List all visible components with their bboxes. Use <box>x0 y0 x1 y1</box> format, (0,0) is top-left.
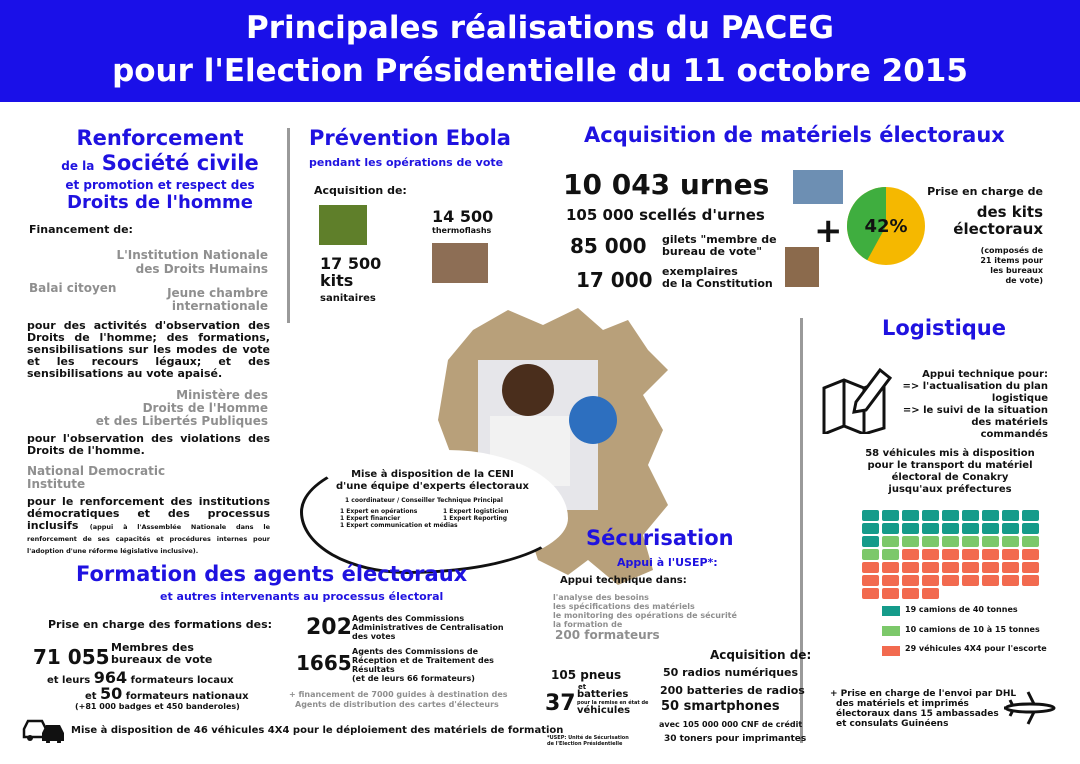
truck-icon <box>922 562 939 573</box>
truck-icon <box>982 536 999 547</box>
sec-g4: la formation de <box>553 620 623 629</box>
photo-urnes <box>793 170 843 204</box>
inst-line2: des Droits Humains <box>135 262 268 276</box>
gilets-line1: gilets "membre de <box>662 233 777 246</box>
form-leurs: et leurs <box>47 675 91 686</box>
jeune-line1: Jeune chambre <box>167 286 268 300</box>
sec-r3: 50 smartphones <box>661 699 780 714</box>
truck-icon-10t <box>882 626 900 636</box>
sec-g2: les spécifications des matériels <box>553 602 695 611</box>
securisation-sub: Appui à l'USEP*: <box>617 556 718 569</box>
sec-batt3: véhicules <box>577 705 631 716</box>
log-a4: => le suivi de la situation <box>902 405 1048 416</box>
min-line3: et des Libertés Publiques <box>95 414 268 428</box>
materiel-n-gilets: 85 000 <box>570 234 647 258</box>
kits-4: (composés de <box>980 246 1043 255</box>
pie-percent: 42% <box>864 216 908 237</box>
truck-icon <box>862 536 879 547</box>
securisation-title: Sécurisation <box>586 526 734 550</box>
formation-sub: et autres intervenants au processus électoral <box>160 590 444 603</box>
truck-icon <box>1002 536 1019 547</box>
materiel-gilets <box>662 234 777 258</box>
truck-icon <box>1002 562 1019 573</box>
form-m1: Membres des <box>111 641 194 654</box>
form-n1: 71 055 <box>33 645 110 669</box>
experts-l2: 1 Expert en opérations <box>340 508 418 515</box>
inst-line1: L'Institution Nationale <box>116 248 268 262</box>
securisation-at: Appui technique dans: <box>560 575 687 586</box>
sec-foot1: *USEP: Unité de Sécurisation <box>547 735 629 741</box>
truck-icon <box>882 575 899 586</box>
form-d4: (et de leurs 66 formateurs) <box>352 674 475 683</box>
truck-row <box>862 510 1039 521</box>
truck-icon <box>902 588 919 599</box>
truck-icon <box>922 536 939 547</box>
form-vehicules: Mise à disposition de 46 véhicules 4X4 pour le déploiement des matériels de formation <box>71 725 564 736</box>
experts-title-2: d'une équipe d'experts électoraux <box>336 481 529 492</box>
form-d2: Réception et de Traitement des <box>352 656 494 665</box>
experts-title <box>320 469 545 493</box>
truck-icon <box>902 510 919 521</box>
truck-icon <box>902 549 919 560</box>
truck-icon <box>982 549 999 560</box>
truck-icon <box>982 562 999 573</box>
truck-icon <box>1002 575 1019 586</box>
civil-title-1: Renforcement <box>76 126 244 150</box>
truck-icon <box>982 523 999 534</box>
truck-row <box>862 523 1039 534</box>
truck-row <box>862 588 939 599</box>
form-et: et <box>85 691 97 702</box>
truck-row <box>862 562 1039 573</box>
ebola-title: Prévention Ebola <box>309 126 511 150</box>
truck-icon <box>882 562 899 573</box>
materiel-urnes: 10 043 urnes <box>563 168 770 201</box>
truck-icon <box>1002 523 1019 534</box>
truck-icon <box>882 510 899 521</box>
civil-para-3b: (appui à l'Assemblée Nationale dans le renforcement de ses capacités et procédures internes pour l'adoption d'une réforme législative inclusive). <box>27 523 270 555</box>
truck-icon <box>942 549 959 560</box>
truck-icon <box>862 588 879 599</box>
form-f1: formateurs locaux <box>130 675 234 686</box>
truck-icon <box>862 523 879 534</box>
formation-title: Formation des agents électoraux <box>76 562 468 586</box>
sec-37: 37 <box>545 691 576 716</box>
page-title-line1: Principales réalisations du PACEG <box>246 10 834 46</box>
cars-icon <box>22 715 68 743</box>
truck-icon <box>882 549 899 560</box>
sec-r2: 200 batteries de radios <box>660 684 805 697</box>
civil-title-3: et promotion et respect des <box>65 178 255 192</box>
separator-2 <box>800 318 803 743</box>
truck-icon <box>962 536 979 547</box>
form-c3: des votes <box>352 632 396 641</box>
sec-r4: avec 105 000 000 CNF de crédit <box>659 720 803 729</box>
truck-icon <box>1022 523 1039 534</box>
ministere <box>60 389 268 428</box>
min-line2: Droits de l'Homme <box>142 401 268 415</box>
truck-icon <box>1022 575 1039 586</box>
legend-10t: 10 camions de 10 à 15 tonnes <box>905 625 1040 634</box>
truck-icon <box>1022 510 1039 521</box>
form-n2: 964 <box>93 668 128 687</box>
ebola-n2-kits: kits <box>320 271 354 290</box>
civil-para-3a: pour le renforcement des institutions démocratiques et des processus inclusifs <box>27 495 270 532</box>
experts-l3: 1 Expert financier <box>340 515 401 522</box>
ebola-acq: Acquisition de: <box>314 184 407 197</box>
log-a1: Appui technique pour: <box>922 369 1048 380</box>
experts-l4: 1 Expert communication et médias <box>340 522 458 529</box>
truck-icon <box>942 562 959 573</box>
sec-et: et <box>578 683 587 691</box>
truck-icon <box>922 588 939 599</box>
gilets-line2: bureau de vote" <box>662 245 763 258</box>
truck-icon <box>882 536 899 547</box>
securisation-acq: Acquisition de: <box>710 648 812 662</box>
civil-title-2 <box>20 151 300 175</box>
dhl-2: des matériels et imprimés <box>836 699 969 709</box>
log-v1: 58 véhicules mis à disposition <box>865 448 1035 459</box>
kits-1: Prise en charge de <box>927 185 1043 198</box>
civil-para-3 <box>27 496 270 556</box>
form-badges: (+81 000 badges et 450 banderoles) <box>75 702 240 711</box>
truck-icon <box>1002 510 1019 521</box>
jeune-line2: internationale <box>171 299 268 313</box>
ndi-line2: Institute <box>27 477 86 491</box>
truck-icon <box>922 510 939 521</box>
form-guides1: + financement de 7000 guides à destination des <box>289 690 508 699</box>
civil-title-2-big: Société civile <box>101 151 259 175</box>
truck-icon-40t <box>882 606 900 616</box>
truck-icon <box>962 562 979 573</box>
experts-l6: 1 Expert Reporting <box>443 515 508 522</box>
experts-left <box>340 508 458 529</box>
kits-3: électoraux <box>953 220 1043 238</box>
logistique-appui <box>860 369 1048 441</box>
dhl-4: et consulats Guinéens <box>836 719 949 729</box>
plus-sign: + <box>814 211 843 251</box>
legend-4x4: 29 véhicules 4X4 pour l'escorte <box>905 644 1047 653</box>
ebola-n2-num: 17 500 <box>320 254 382 273</box>
sec-batt <box>577 691 648 715</box>
truck-icon <box>902 562 919 573</box>
truck-icon <box>962 575 979 586</box>
form-guides <box>289 690 508 710</box>
truck-icon <box>902 536 919 547</box>
ndi-line1: National Democratic <box>27 464 166 478</box>
const-line2: de la Constitution <box>662 277 773 290</box>
kits-big <box>905 204 1043 238</box>
form-f2: formateurs nationaux <box>125 691 249 702</box>
kits-6: les bureaux <box>990 266 1043 275</box>
truck-icon <box>1002 549 1019 560</box>
truck-icon <box>922 523 939 534</box>
form-m2: bureaux de vote <box>111 653 213 666</box>
truck-icon <box>942 575 959 586</box>
materiel-title: Acquisition de matériels électoraux <box>584 123 1005 147</box>
log-a3: logistique <box>991 393 1048 404</box>
sec-r1: 50 radios numériques <box>663 666 799 679</box>
form-reception <box>352 647 494 683</box>
truck-row <box>862 536 1039 547</box>
truck-icon <box>862 562 879 573</box>
civil-para-2: pour l'observation des violations des Droits de l'homme. <box>27 432 270 457</box>
materiel-const <box>662 266 773 290</box>
form-c2: Administratives de Centralisation <box>352 623 504 632</box>
logistique-title: Logistique <box>882 316 1007 340</box>
sec-pneus: 105 pneus <box>551 668 622 682</box>
log-v3: électoral de Conakry <box>891 472 1009 483</box>
sec-batt2: pour la remise en état de <box>577 700 649 706</box>
truck-icon <box>962 549 979 560</box>
log-a6: commandés <box>980 429 1048 440</box>
form-n5: 1665 <box>296 651 352 675</box>
kits-5: 21 items pour <box>980 256 1043 265</box>
truck-icon <box>942 523 959 534</box>
logistique-vehicules <box>845 448 1055 496</box>
form-commissions <box>352 614 504 641</box>
kits-7: de vote) <box>1005 276 1043 285</box>
logistique-dhl <box>830 689 1016 729</box>
civil-para-1: pour des activités d'observation des Droits de l'homme; des formations, sensibilisations sur les modes de vote et les recours légaux; et des sensibilisations au vote apaisé. <box>27 319 270 380</box>
dhl-3: électoraux dans 15 ambassades <box>836 709 999 719</box>
truck-row <box>862 575 1039 586</box>
truck-icon-4x4 <box>882 646 900 656</box>
ebola-n1: 14 500 <box>432 207 494 226</box>
materiel-scelles: 105 000 scellés d'urnes <box>566 206 765 224</box>
truck-icon <box>882 523 899 534</box>
photo-sanitaire <box>319 205 367 245</box>
inst-nationale <box>60 248 268 276</box>
truck-icon <box>962 510 979 521</box>
civil-title-4: Droits de l'homme <box>67 192 253 213</box>
log-a2: => l'actualisation du plan <box>902 381 1048 392</box>
securisation-grey <box>553 593 737 629</box>
truck-icon <box>982 510 999 521</box>
truck-icon <box>982 575 999 586</box>
truck-icon <box>922 549 939 560</box>
truck-icon <box>942 536 959 547</box>
jeune-chambre <box>120 287 268 313</box>
truck-icon <box>862 549 879 560</box>
sec-foot2: de l'Election Présidentielle <box>547 741 623 747</box>
formation-pec: Prise en charge des formations des: <box>48 618 273 631</box>
truck-icon <box>1022 562 1039 573</box>
form-c1: Agents des Commissions <box>352 614 465 623</box>
experts-l5: 1 Expert logisticien <box>443 508 509 515</box>
materiel-n-const: 17 000 <box>576 268 653 292</box>
truck-icon <box>902 523 919 534</box>
log-a5: des matériels <box>971 417 1048 428</box>
log-v2: pour le transport du matériel <box>867 460 1033 471</box>
form-nationaux-row <box>85 684 249 703</box>
experts-l1: 1 coordinateur / Conseiller Technique Principal <box>345 497 503 504</box>
truck-icon <box>902 575 919 586</box>
form-n4: 202 <box>306 615 352 640</box>
form-guides2: Agents de distribution des cartes d'électeurs <box>295 700 499 709</box>
legend-40t: 19 camions de 40 tonnes <box>905 605 1018 614</box>
truck-icon <box>942 510 959 521</box>
ebola-subtitle: pendant les opérations de vote <box>309 156 504 169</box>
truck-icon <box>922 575 939 586</box>
truck-icon <box>862 510 879 521</box>
airplane-icon <box>1000 686 1058 730</box>
ndi <box>27 465 165 491</box>
truck-icon <box>962 523 979 534</box>
dhl-1: + Prise en charge de l'envoi par DHL <box>830 689 1017 699</box>
sec-g3: le monitoring des opérations de sécurité <box>553 611 737 620</box>
sec-batt1: batteries <box>577 689 629 700</box>
truck-icon <box>1022 549 1039 560</box>
ebola-l2: sanitaires <box>320 293 376 304</box>
form-membres <box>111 642 212 666</box>
truck-icon <box>862 575 879 586</box>
const-line1: exemplaires <box>662 265 738 278</box>
photo-thermoflash <box>432 243 488 283</box>
sec-footnote <box>547 735 629 747</box>
page-title-line2: pour l'Election Présidentielle du 11 octobre 2015 <box>112 53 968 89</box>
ebola-n2 <box>320 255 381 289</box>
form-d3: Résultats <box>352 665 395 674</box>
financement-label: Financement de: <box>29 223 133 236</box>
civil-title-2-small: de la <box>61 159 95 173</box>
experts-right <box>443 508 509 522</box>
form-d1: Agents des Commissions de <box>352 647 479 656</box>
experts-title-1: Mise à disposition de la CENI <box>351 469 514 480</box>
photo-gilet <box>785 247 819 287</box>
kits-small <box>905 246 1043 286</box>
truck-icon <box>1022 536 1039 547</box>
sec-g5: 200 formateurs <box>555 628 660 642</box>
sec-r5: 30 toners pour imprimantes <box>664 734 807 744</box>
min-line1: Ministère des <box>176 388 268 402</box>
ebola-l1: thermoflashs <box>432 226 492 235</box>
truck-row <box>862 549 1039 560</box>
log-v4: jusqu'aux préfectures <box>888 484 1012 495</box>
kits-2: des kits <box>976 203 1043 221</box>
form-n3: 50 <box>100 684 123 703</box>
truck-icon <box>882 588 899 599</box>
sec-g1: l'analyse des besoins <box>553 593 649 602</box>
balai-citoyen: Balai citoyen <box>29 281 117 295</box>
